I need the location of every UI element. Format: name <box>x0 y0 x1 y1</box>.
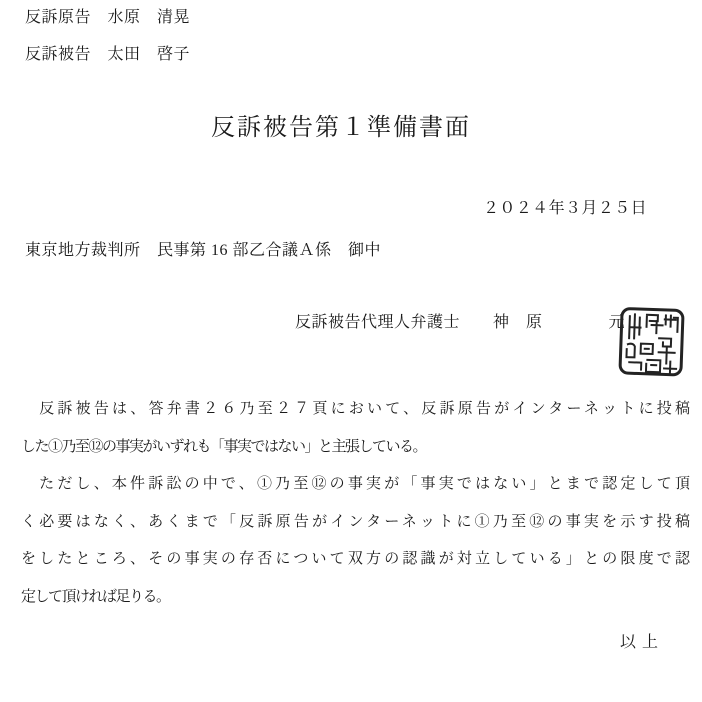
body-line-2: した①乃至⑫の事実がいずれも「事実ではない」と主張している。 <box>21 438 427 455</box>
document-body <box>21 391 690 616</box>
document-date: ２０２４年３月２５日 <box>482 200 647 217</box>
counterclaim-defendant-line: 反訴被告 太田 啓子 <box>25 46 191 63</box>
body-line-3: ただし、本件訴訟の中で、①乃至⑫の事実が「事実ではない」とまで認定して頂 <box>21 476 690 492</box>
closing-statement: 以上 <box>619 634 664 651</box>
hanko-seal-stamp-icon <box>617 305 687 379</box>
body-line-6: 定して頂ければ足りる。 <box>21 588 170 605</box>
body-line-1: 反訴被告は、答弁書２６乃至２７頁において、反訴原告がインターネットに投稿 <box>21 401 690 417</box>
court-address-line: 東京地方裁判所 民事第 16 部乙合議Ａ係 御中 <box>25 242 382 259</box>
document-title: 反訴被告第１準備書面 <box>211 115 471 141</box>
body-line-4: く必要はなく、あくまで「反訴原告がインターネットに①乃至⑫の事実を示す投稿 <box>21 513 690 530</box>
body-line-5: をしたところ、その事実の存否について双方の認識が対立している」との限度で認 <box>21 551 690 567</box>
counterclaim-plaintiff-line: 反訴原告 水原 清晃 <box>25 9 191 26</box>
attorney-signature-line: 反訴被告代理人弁護士 神 原 元 <box>295 314 626 331</box>
